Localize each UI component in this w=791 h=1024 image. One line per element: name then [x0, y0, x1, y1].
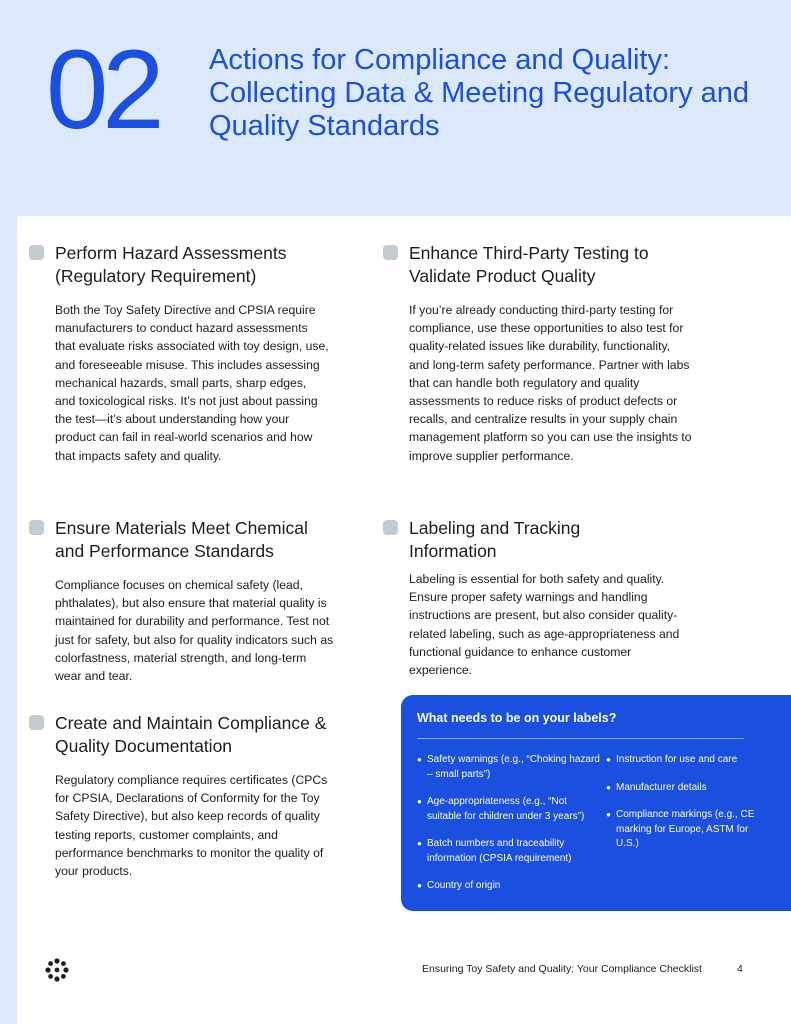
section-documentation [29, 712, 329, 880]
labels-heading: What needs to be on your labels? [417, 711, 617, 725]
labels-callout-box [401, 695, 791, 911]
section-hazard-assessments [29, 242, 329, 465]
square-bullet-icon [383, 520, 398, 535]
section-body: Labeling is essential for both safety and quality. Ensure proper safety warnings and handling instructions are present, but also consider quality-related labeling, such as age-appropriateness and functional guidance to enhance customer experience. [409, 572, 680, 678]
section-number: 02 [46, 27, 159, 152]
list-item: ● Safety warnings (e.g., “Choking hazard – small parts”) [417, 753, 602, 782]
page-title: Actions for Compliance and Quality: Collecting Data & Meeting Regulatory and Quality Standards [209, 44, 750, 142]
list-item: ● Country of origin [417, 879, 602, 894]
list-item: ● Age-appropriateness (e.g., “Not suitable for children under 3 years”) [417, 795, 602, 824]
section-labeling [383, 517, 683, 679]
list-item: ● Manufacturer details [606, 781, 766, 796]
square-bullet-icon [383, 245, 398, 260]
content-area [17, 216, 791, 1024]
dots-logo-icon [45, 958, 69, 982]
square-bullet-icon [29, 245, 44, 260]
section-title: Ensure Materials Meet Chemical and Performance Standards [55, 518, 308, 561]
page-number: 4 [737, 963, 743, 975]
section-body: If you’re already conducting third-party testing for compliance, use these opportunities to also test for quality-related issues like durability, functionality, and long-term safety performance. Partner with labs that can handle both regulatory and quality assessments to reduce risks of product defects or recalls, and centralize results in your supply chain management platform so you can use the insights to improve supplier performance. [409, 303, 692, 463]
section-body: Compliance focuses on chemical safety (lead, phthalates), but also ensure that material quality is maintained for durability and performance. Test not just for safety, but also for quality indicators such as colorfastness, material strength, and long-term wear and tear. [55, 578, 334, 684]
square-bullet-icon [29, 715, 44, 730]
section-title: Labeling and Tracking Information [409, 518, 581, 561]
list-item: ● Batch numbers and traceability information (CPSIA requirement) [417, 837, 602, 866]
section-materials [29, 517, 334, 685]
section-title: Enhance Third-Party Testing to Validate Product Quality [409, 243, 649, 286]
page-header [0, 0, 791, 216]
square-bullet-icon [29, 520, 44, 535]
divider [417, 738, 744, 739]
footer-title: Ensuring Toy Safety and Quality: Your Compliance Checklist [422, 963, 702, 975]
labels-list-left [417, 753, 602, 907]
section-body: Regulatory compliance requires certificates (CPCs for CPSIA, Declarations of Conformity for the Toy Safety Directive), but also keep records of quality testing reports, customer complaints, and performance benchmarks to monitor the quality of your products. [55, 773, 328, 879]
list-item: ● Instruction for use and care [606, 753, 766, 768]
section-third-party-testing [383, 242, 693, 465]
section-title: Create and Maintain Compliance & Quality Documentation [55, 713, 327, 756]
section-title: Perform Hazard Assessments (Regulatory Requirement) [55, 243, 287, 286]
labels-list-right [606, 753, 766, 865]
section-body: Both the Toy Safety Directive and CPSIA require manufacturers to conduct hazard assessments that evaluate risks associated with toy design, use, and foreseeable misuse. This includes assessing mechanical hazards, small parts, sharp edges, and toxicological risks. It’s not just about passing the test—it’s about understanding how your product can fail in real-world scenarios and how that impacts safety and quality. [55, 303, 329, 463]
list-item: ● Compliance markings (e.g., CE marking for Europe, ASTM for U.S.) [606, 808, 766, 852]
